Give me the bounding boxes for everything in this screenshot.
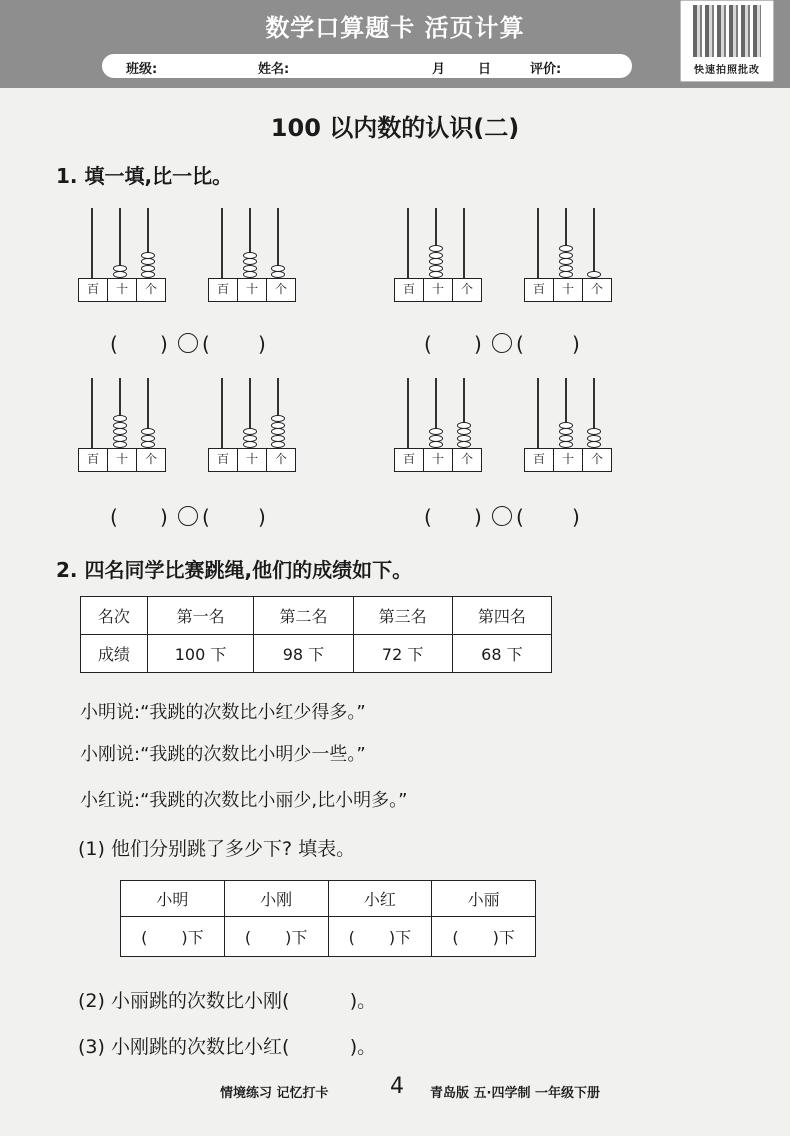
header-title: 数学口算题卡 活页计算 (265, 13, 525, 42)
abacus-bead (113, 415, 127, 422)
statement-xiaohong: 小红说:“我跳的次数比小丽少,比小明多。” (80, 790, 408, 811)
abacus-bead (429, 252, 443, 259)
blank-paren-open: ( (348, 928, 355, 947)
abacus-bead (243, 271, 257, 278)
blank-paren-open: ( (202, 505, 210, 529)
abacus-bead (271, 265, 285, 272)
place-value-label: 十 (238, 449, 267, 471)
blank-paren-open: ( (424, 505, 432, 529)
place-value-label: 个 (274, 282, 287, 296)
abacus-bead (429, 265, 443, 272)
statement-xiaoming: 小明说:“我跳的次数比小红少得多。” (80, 702, 366, 723)
blank-paren-open: ( (516, 332, 524, 356)
abacus-rod (537, 208, 539, 278)
abacus-rod (593, 208, 595, 278)
place-value-label: 百 (525, 279, 554, 301)
scores-header-row (81, 597, 552, 635)
abacus-bead (243, 441, 257, 448)
abacus-bead (559, 258, 573, 265)
place-value-label: 十 (554, 449, 583, 471)
abacus-bead (271, 441, 285, 448)
abacus-bead (141, 428, 155, 435)
abacus-bead (141, 441, 155, 448)
place-value-label: 个 (274, 452, 287, 466)
abacus-bead (243, 252, 257, 259)
abacus-bead (559, 252, 573, 259)
blank-paren-close: ) (572, 332, 580, 356)
place-value-label: 十 (424, 279, 453, 301)
abacus-bead (113, 441, 127, 448)
table-cell: 72 下 (353, 635, 452, 673)
abacus-bead (429, 441, 443, 448)
place-value-label: 十 (108, 279, 137, 301)
place-value-label: 个 (590, 282, 603, 296)
compare-circle[interactable] (492, 333, 512, 353)
abacus-rod (221, 378, 223, 448)
table-cell: 100 下 (147, 635, 254, 673)
blank-paren-close: ) (258, 505, 266, 529)
answer-header-row (121, 881, 536, 917)
month-field-label: 月 (432, 62, 446, 77)
blank-paren-open: ( (452, 928, 459, 947)
abacus-bead (429, 271, 443, 278)
compare-circle[interactable] (178, 506, 198, 526)
scores-value-row (81, 635, 552, 673)
answer-blank-row (121, 917, 536, 957)
answer-blank-cell[interactable] (121, 917, 225, 957)
table-cell: 名次 (81, 597, 148, 635)
abacus-rod (407, 378, 409, 448)
answer-blank-cell[interactable] (328, 917, 432, 957)
abacus-bead (141, 258, 155, 265)
table-cell: 小刚 (224, 881, 328, 917)
blank-paren-close: ) (572, 505, 580, 529)
abacus-bead (457, 428, 471, 435)
place-value-box (524, 278, 612, 302)
abacus-bead (271, 271, 285, 278)
abacus-bead (559, 245, 573, 252)
question-1-title: 1. 填一填,比一比。 (56, 164, 233, 188)
sub-question-2: (2) 小丽跳的次数比小刚( )。 (78, 990, 377, 1012)
place-value-box (394, 278, 482, 302)
abacus-bead (457, 422, 471, 429)
abacus-bead (587, 428, 601, 435)
qr-label: 快速拍照批改 (694, 65, 760, 76)
page-title: 100 以内数的认识(二) (270, 114, 520, 142)
abacus-bead (429, 435, 443, 442)
abacus-bead (271, 435, 285, 442)
abacus-rod (221, 208, 223, 278)
blank-paren-open: ( (424, 332, 432, 356)
page-number: 4 (390, 1074, 404, 1099)
answer-blank-cell[interactable] (224, 917, 328, 957)
abacus-bead (113, 271, 127, 278)
place-value-box (78, 278, 166, 302)
blank-paren-open: ( (141, 928, 148, 947)
abacus-bead (429, 245, 443, 252)
abacus-bead (113, 435, 127, 442)
abacus-bead (243, 265, 257, 272)
abacus-bead (113, 428, 127, 435)
place-value-label: 十 (108, 449, 137, 471)
blank-paren-close: ) (160, 505, 168, 529)
blank-paren-close: )下 (492, 928, 515, 947)
abacus-bead (559, 428, 573, 435)
place-value-label: 个 (144, 282, 157, 296)
abacus-rod (407, 208, 409, 278)
abacus-bead (271, 415, 285, 422)
place-value-label: 十 (554, 279, 583, 301)
grade-field-label: 评价: (530, 62, 562, 77)
statement-xiaogang: 小刚说:“我跳的次数比小明少一些。” (80, 744, 366, 765)
scores-table (80, 596, 552, 673)
abacus-bead (243, 258, 257, 265)
abacus-bead (587, 441, 601, 448)
class-field-label: 班级: (126, 62, 158, 77)
abacus-rod (91, 378, 93, 448)
blank-paren-close: )下 (285, 928, 308, 947)
abacus-bead (457, 441, 471, 448)
place-value-label: 个 (590, 452, 603, 466)
blank-paren-close: ) (474, 505, 482, 529)
blank-paren-open: ( (244, 928, 252, 947)
blank-paren-open: ( (110, 505, 118, 529)
place-value-label: 十 (238, 279, 267, 301)
abacus (78, 208, 166, 304)
blank-paren-open: ( (202, 332, 210, 356)
table-cell: 第四名 (452, 597, 551, 635)
table-cell: 小丽 (432, 881, 536, 917)
abacus-bead (141, 435, 155, 442)
abacus-bead (113, 265, 127, 272)
qr-code-block (680, 0, 774, 82)
table-cell: 小明 (121, 881, 225, 917)
abacus-rod (537, 378, 539, 448)
day-field-label: 日 (478, 62, 492, 77)
compare-circle[interactable] (492, 506, 512, 526)
sub-question-3: (3) 小刚跳的次数比小红( )。 (78, 1036, 377, 1058)
blank-paren-close: ) (160, 332, 168, 356)
abacus-bead (457, 435, 471, 442)
answer-table (120, 880, 536, 957)
place-value-label: 百 (395, 279, 424, 301)
student-info-bar (102, 54, 632, 78)
table-cell: 第三名 (353, 597, 452, 635)
blank-paren-open: ( (110, 332, 118, 356)
footer-left: 情境练习 记忆打卡 (220, 1086, 329, 1101)
place-value-box (78, 448, 166, 472)
place-value-label: 个 (460, 282, 473, 296)
abacus-bead (243, 435, 257, 442)
abacus-bead (243, 428, 257, 435)
table-cell: 98 下 (254, 635, 353, 673)
place-value-label: 个 (144, 452, 157, 466)
table-cell: 成绩 (81, 635, 148, 673)
abacus-bead (271, 428, 285, 435)
abacus-bead (559, 441, 573, 448)
question-2-title: 2. 四名同学比赛跳绳,他们的成绩如下。 (56, 558, 413, 582)
abacus-rod (91, 208, 93, 278)
place-value-label: 十 (424, 449, 453, 471)
abacus-bead (141, 271, 155, 278)
place-value-label: 百 (209, 279, 238, 301)
table-cell: 第一名 (147, 597, 254, 635)
abacus (208, 208, 296, 304)
abacus-bead (113, 422, 127, 429)
place-value-label: 百 (79, 279, 108, 301)
abacus-bead (141, 252, 155, 259)
footer-right: 青岛版 五·四学制 一年级下册 (430, 1086, 600, 1101)
table-cell: 小红 (328, 881, 432, 917)
abacus (524, 208, 612, 304)
place-value-label: 百 (209, 449, 238, 471)
place-value-label: 百 (525, 449, 554, 471)
abacus-bead (587, 435, 601, 442)
blank-paren-close: ) (258, 332, 266, 356)
abacus-bead (587, 271, 601, 278)
abacus-bead (271, 422, 285, 429)
abacus-bead (429, 258, 443, 265)
place-value-box (208, 448, 296, 472)
blank-paren-close: )下 (181, 928, 204, 947)
blank-paren-open: ( (516, 505, 524, 529)
abacus (394, 208, 482, 304)
place-value-label: 个 (460, 452, 473, 466)
abacus (78, 378, 166, 474)
abacus-bead (559, 265, 573, 272)
abacus (394, 378, 482, 474)
place-value-label: 百 (395, 449, 424, 471)
name-field-label: 姓名: (258, 62, 290, 77)
table-cell: 68 下 (452, 635, 551, 673)
abacus-rod (463, 208, 465, 278)
qr-code-icon (693, 5, 761, 57)
abacus (208, 378, 296, 474)
header-band (0, 0, 790, 88)
place-value-box (394, 448, 482, 472)
abacus-bead (559, 422, 573, 429)
abacus-bead (559, 271, 573, 278)
blank-paren-close: ) (474, 332, 482, 356)
abacus-bead (429, 428, 443, 435)
abacus-bead (559, 435, 573, 442)
place-value-box (524, 448, 612, 472)
compare-circle[interactable] (178, 333, 198, 353)
abacus-bead (141, 265, 155, 272)
blank-paren-close: )下 (388, 928, 412, 947)
answer-blank-cell[interactable] (432, 917, 536, 957)
sub-question-1: (1) 他们分别跳了多少下? 填表。 (78, 838, 356, 860)
abacus (524, 378, 612, 474)
place-value-label: 百 (79, 449, 108, 471)
place-value-box (208, 278, 296, 302)
table-cell: 第二名 (254, 597, 353, 635)
